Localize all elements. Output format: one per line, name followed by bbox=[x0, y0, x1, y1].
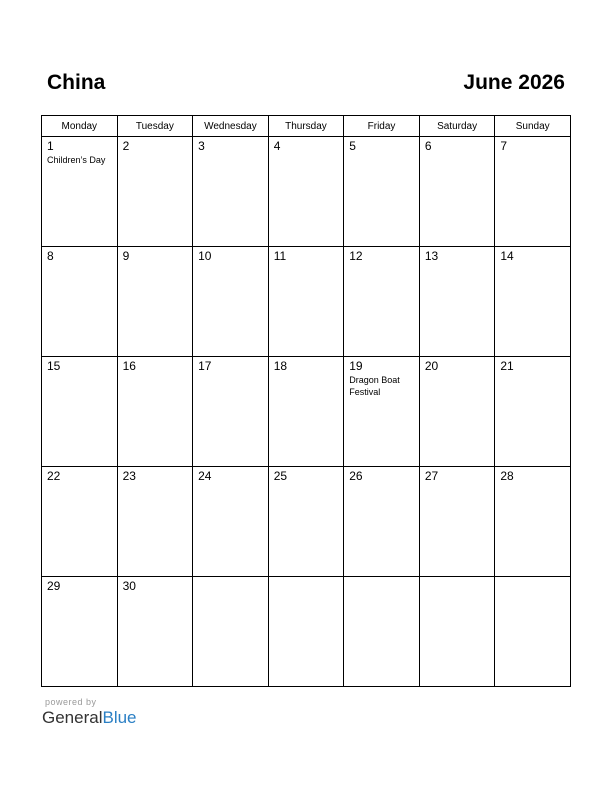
day-cell bbox=[42, 137, 118, 247]
weekday-header: Monday bbox=[42, 116, 118, 137]
day-number: 29 bbox=[47, 579, 61, 593]
day-cell bbox=[117, 467, 193, 577]
weekday-header: Wednesday bbox=[193, 116, 269, 137]
day-number: 23 bbox=[122, 469, 136, 483]
day-number: 24 bbox=[198, 469, 212, 483]
day-number: 4 bbox=[273, 139, 281, 153]
day-number: 13 bbox=[424, 249, 439, 263]
day-cell bbox=[419, 137, 495, 247]
day-cell bbox=[495, 467, 571, 577]
day-number: 10 bbox=[198, 249, 212, 263]
day-cell-empty bbox=[495, 577, 571, 687]
logo-blue-text: Blue bbox=[102, 708, 137, 727]
day-cell bbox=[495, 357, 571, 467]
day-cell-empty bbox=[419, 577, 495, 687]
day-number: 9 bbox=[122, 249, 130, 263]
day-number: 5 bbox=[349, 139, 356, 153]
day-cell bbox=[344, 357, 420, 467]
day-cell bbox=[268, 137, 344, 247]
day-cell-empty bbox=[193, 577, 269, 687]
day-cell bbox=[268, 357, 344, 467]
day-number: 2 bbox=[122, 139, 130, 153]
holiday-label: Children’s Day bbox=[47, 155, 106, 165]
day-cell bbox=[268, 467, 344, 577]
day-cell-empty bbox=[268, 577, 344, 687]
day-cell bbox=[193, 467, 269, 577]
day-cell bbox=[193, 137, 269, 247]
day-number: 11 bbox=[273, 249, 287, 263]
powered-by-text: powered by bbox=[45, 697, 97, 707]
calendar-grid bbox=[41, 115, 571, 687]
day-number: 8 bbox=[47, 249, 54, 263]
day-number: 7 bbox=[500, 139, 508, 153]
day-number: 22 bbox=[47, 469, 61, 483]
day-number: 19 bbox=[349, 359, 363, 373]
generalblue-logo[interactable] bbox=[42, 708, 137, 728]
day-cell bbox=[419, 467, 495, 577]
day-cell bbox=[495, 137, 571, 247]
day-number: 21 bbox=[500, 359, 514, 373]
weekday-header: Sunday bbox=[495, 116, 571, 137]
day-cell bbox=[117, 137, 193, 247]
day-cell bbox=[419, 247, 495, 357]
week-row bbox=[42, 137, 571, 247]
day-cell bbox=[117, 577, 193, 687]
day-cell bbox=[495, 247, 571, 357]
day-cell bbox=[117, 357, 193, 467]
day-number: 16 bbox=[122, 359, 136, 373]
day-number: 18 bbox=[273, 359, 288, 373]
weekday-header-row bbox=[42, 116, 571, 137]
day-cell bbox=[117, 247, 193, 357]
weekday-header: Saturday bbox=[419, 116, 495, 137]
day-number: 3 bbox=[198, 139, 205, 153]
day-cell bbox=[268, 247, 344, 357]
day-number: 12 bbox=[349, 249, 363, 263]
day-number: 28 bbox=[500, 469, 514, 483]
week-row bbox=[42, 577, 571, 687]
day-cell bbox=[193, 247, 269, 357]
day-number: 25 bbox=[273, 469, 288, 483]
day-number: 15 bbox=[47, 359, 61, 373]
weekday-header: Thursday bbox=[268, 116, 344, 137]
day-cell bbox=[344, 467, 420, 577]
week-row bbox=[42, 357, 571, 467]
day-number: 14 bbox=[500, 249, 514, 263]
country-title: China bbox=[47, 71, 106, 94]
day-number: 27 bbox=[424, 469, 439, 483]
day-cell bbox=[42, 357, 118, 467]
holiday-label: Dragon Boat Festival bbox=[349, 375, 400, 397]
day-number: 1 bbox=[47, 139, 54, 153]
week-row bbox=[42, 247, 571, 357]
logo-general-text: General bbox=[42, 708, 103, 727]
weekday-header: Tuesday bbox=[117, 116, 193, 137]
day-cell bbox=[344, 137, 420, 247]
day-cell bbox=[42, 467, 118, 577]
day-number: 30 bbox=[122, 579, 136, 593]
week-row bbox=[42, 467, 571, 577]
weekday-header: Friday bbox=[344, 116, 420, 137]
day-cell bbox=[419, 357, 495, 467]
day-number: 26 bbox=[349, 469, 363, 483]
day-cell bbox=[42, 577, 118, 687]
day-cell bbox=[42, 247, 118, 357]
day-number: 17 bbox=[198, 359, 212, 373]
day-cell bbox=[193, 357, 269, 467]
day-number: 20 bbox=[424, 359, 439, 373]
day-number: 6 bbox=[424, 139, 432, 153]
day-cell bbox=[344, 247, 420, 357]
footer-branding bbox=[42, 697, 137, 728]
month-title: June 2026 bbox=[463, 71, 565, 94]
day-cell-empty bbox=[344, 577, 420, 687]
